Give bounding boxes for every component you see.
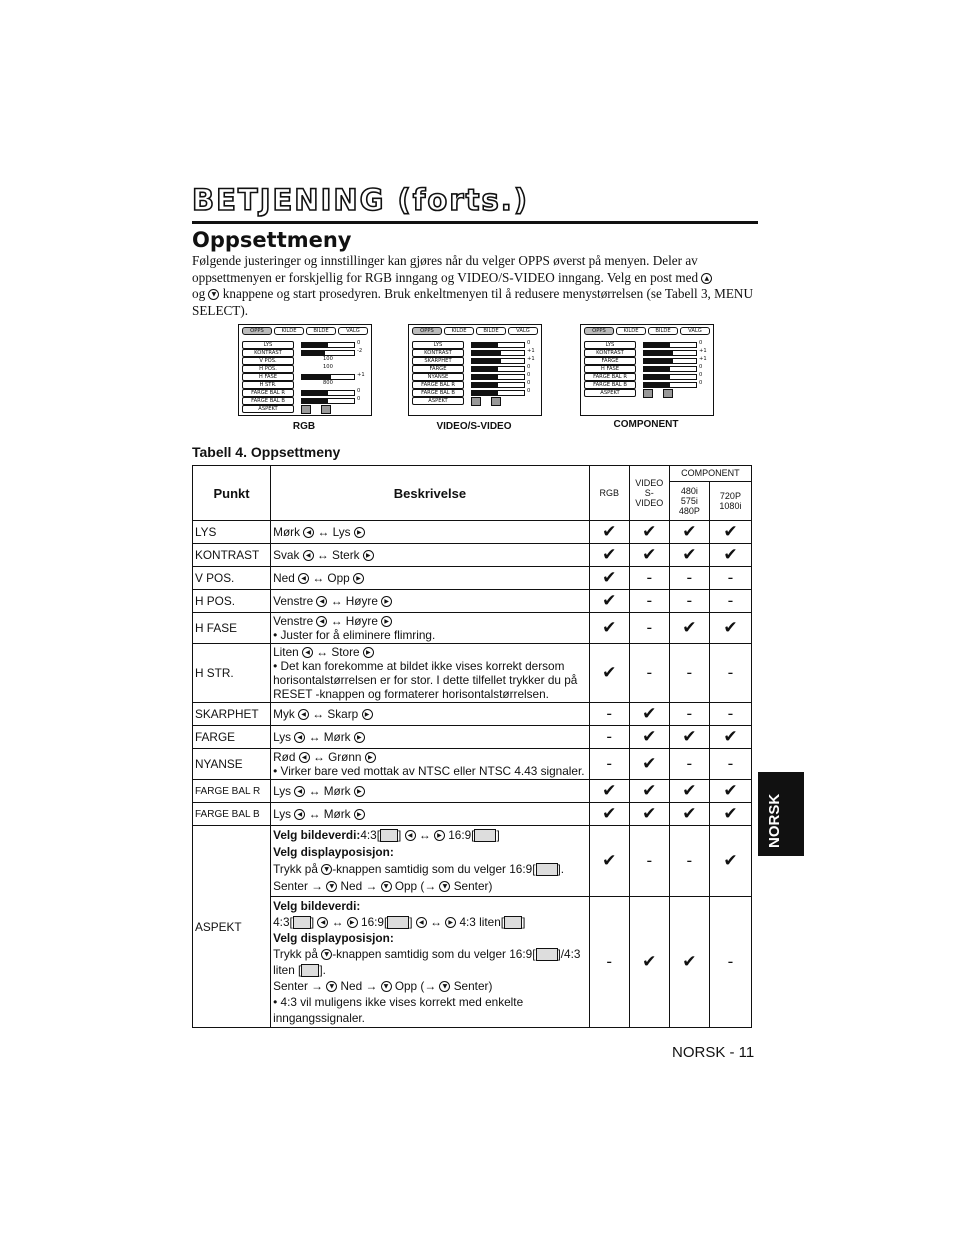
row-desc: Mørk ◀ ↔ Lys ▶	[271, 521, 590, 544]
osd-level-bar	[471, 374, 525, 380]
row-name: SKARPHET	[193, 703, 271, 726]
osd-level-bar	[471, 342, 525, 348]
osd-level-bar	[471, 350, 525, 356]
aspect-43-icon	[471, 397, 481, 406]
row-desc: Velg bildeverdi:4:3[ ] ◀ ↔ ▶ 16:9[ ] Velg displayposisjon: Trykk på ▼ -knappen samtidig som du velger 16:9[ ]. Senter → ▼ Ned → ▼ Opp (→ ▼ Senter)	[271, 826, 590, 897]
osd-item-label: FARGE BAL R	[242, 389, 294, 397]
osd-item-value: 0	[527, 388, 531, 394]
osd-item-label: LYS	[584, 341, 636, 349]
osd-level-bar	[301, 398, 355, 404]
row-name: V POS.	[193, 567, 271, 590]
row-name: H FASE	[193, 613, 271, 644]
osd-item-value: +1	[527, 356, 535, 362]
row-desc: Venstre ◀ ↔ Høyre ▶	[271, 590, 590, 613]
osd-tab: BILDE	[306, 327, 336, 335]
row-name: ASPEKT	[193, 826, 271, 1028]
row-desc: Myk ◀ ↔ Skarp ▶	[271, 703, 590, 726]
aspect-169-icon	[663, 389, 673, 398]
row-name: LYS	[193, 521, 271, 544]
row-desc: Svak ◀ ↔ Sterk ▶	[271, 544, 590, 567]
settings-table	[192, 465, 752, 1028]
osd-level-bar	[643, 358, 697, 364]
row-desc: Lys ◀ ↔ Mørk ▶	[271, 726, 590, 749]
header-punkt: Punkt	[193, 466, 271, 521]
osd-item-value: +1	[357, 372, 365, 378]
osd-item-value: 0	[699, 364, 703, 370]
row-desc: Venstre ◀ ↔ Høyre ▶ • Juster for å eliminere flimring.	[271, 613, 590, 644]
row-name: FARGE BAL R	[193, 780, 271, 803]
row-name: H POS.	[193, 590, 271, 613]
osd-item-label: SKARPHET	[412, 357, 464, 365]
osd-level-bar	[471, 366, 525, 372]
table-row: H FASE Venstre ◀ ↔ Høyre ▶ • Juster for å eliminere flimring. ✔ - ✔ ✔	[193, 613, 752, 644]
osd-item-label: FARGE BAL B	[584, 381, 636, 389]
osd-item-value: +1	[699, 356, 707, 362]
table-row: FARGE BAL R Lys ◀ ↔ Mørk ▶ ✔ ✔ ✔ ✔	[193, 780, 752, 803]
osd-level-bar	[643, 374, 697, 380]
osd-item-label: H STR.	[242, 381, 294, 389]
header-video: VIDEO S-VIDEO	[629, 466, 669, 521]
osd-level-bar	[643, 382, 697, 388]
osd-item-label: FARGE BAL R	[412, 381, 464, 389]
osd-video-screen	[408, 324, 542, 416]
header-rgb: RGB	[589, 466, 629, 521]
osd-item-label: NYANSE	[412, 373, 464, 381]
osd-level-bar	[471, 390, 525, 396]
row-desc: Lys ◀ ↔ Mørk ▶	[271, 803, 590, 826]
osd-item-label: ASPEKT	[412, 397, 464, 405]
row-desc: Lys ◀ ↔ Mørk ▶	[271, 780, 590, 803]
osd-component-caption: COMPONENT	[613, 419, 679, 430]
osd-tab: VALG	[680, 327, 710, 335]
table-title: Tabell 4. Oppsettmeny	[192, 444, 341, 460]
aspect-43-icon	[643, 389, 653, 398]
osd-tab: OPPS	[412, 327, 442, 335]
osd-item-value: 0	[357, 388, 361, 394]
row-desc: Liten ◀ ↔ Store ▶ • Det kan forekomme at bildet ikke vises korrekt dersom horisontalstørrelsen er for stor. I dette tilfellet trykker du på RESET -knappen og formaterer horisontalstørrelsen.	[271, 644, 590, 703]
osd-item-value: 0	[357, 340, 361, 346]
osd-component-screen	[580, 324, 714, 416]
osd-level-bar	[301, 342, 355, 348]
osd-level-bar	[643, 350, 697, 356]
osd-item-label: ASPEKT	[584, 389, 636, 397]
table-row: FARGE BAL B Lys ◀ ↔ Mørk ▶ ✔ ✔ ✔ ✔	[193, 803, 752, 826]
table-row: NYANSE Rød ◀ ↔ Grønn ▶ • Virker bare ved mottak av NTSC eller NTSC 4.43 signaler. - ✔ - -	[193, 749, 752, 780]
osd-item-label: H FASE	[242, 373, 294, 381]
intro-paragraph: Følgende justeringer og innstillinger kan gjøres når du velger OPPS øverst på menyen. Deler av oppsettmenyen er forskjellig for RGB inngang og VIDEO/S-VIDEO inngang. Velg en post med ▲ og ▼ knappene og start prosedyren. Bruk enkeltmenyen til å redusere menystørrelsen (se Tabell 3, MENU SELECT).	[192, 253, 753, 318]
osd-item-value: 0	[527, 340, 531, 346]
page-heading: Oppsettmeny	[192, 228, 352, 252]
osd-item-label: KONTRAST	[584, 349, 636, 357]
table-row: ASPEKT Velg bildeverdi:4:3[ ] ◀ ↔ ▶ 16:9[ ] Velg displayposisjon: Trykk på ▼ -knappen samtidig som du velger 16:9[ ]. Senter → ▼ Ned → ▼ Opp (→ ▼ Senter) ✔ - - ✔	[193, 826, 752, 897]
osd-item-value: -2	[357, 348, 363, 354]
up-button-icon: ▲	[701, 273, 712, 284]
down-button-icon: ▼	[208, 289, 219, 300]
row-name: H STR.	[193, 644, 271, 703]
osd-level-bar	[301, 390, 355, 396]
row-name: KONTRAST	[193, 544, 271, 567]
table-row: FARGE Lys ◀ ↔ Mørk ▶ - ✔ ✔ ✔	[193, 726, 752, 749]
osd-level-bar	[643, 342, 697, 348]
osd-level-bar	[471, 358, 525, 364]
osd-item-label: H FASE	[584, 365, 636, 373]
osd-tab: OPPS	[584, 327, 614, 335]
osd-item-label: ASPEKT	[242, 405, 294, 413]
osd-item-label: KONTRAST	[412, 349, 464, 357]
osd-tab: VALG	[338, 327, 368, 335]
osd-item-label: LYS	[412, 341, 464, 349]
row-name: NYANSE	[193, 749, 271, 780]
osd-item-value: 0	[527, 372, 531, 378]
osd-item-label: FARGE BAL B	[242, 397, 294, 405]
table-row: V POS. Ned ◀ ↔ Opp ▶ ✔ - - -	[193, 567, 752, 590]
table-row: SKARPHET Myk ◀ ↔ Skarp ▶ - ✔ - -	[193, 703, 752, 726]
aspect-169-icon	[491, 397, 501, 406]
osd-item-value: 100	[323, 356, 333, 362]
osd-item-value: 0	[357, 396, 361, 402]
osd-tab: BILDE	[648, 327, 678, 335]
row-desc: Rød ◀ ↔ Grønn ▶ • Virker bare ved mottak av NTSC eller NTSC 4.43 signaler.	[271, 749, 590, 780]
row-desc: Velg bildeverdi: 4:3[ ] ◀ ↔ ▶ 16:9[ ] ◀ ↔ ▶ 4:3 liten[ ] Velg displayposisjon: Trykk på ▼ -knappen samtidig som du velger 16:9[ ]/4:3 liten [ ]. Senter → ▼ Ned → ▼ Opp (→ ▼ Senter) • 4:3 vil muligens ikke vises korrekt med enkelte inngangssignaler.	[271, 897, 590, 1028]
osd-item-value: 0	[527, 364, 531, 370]
header-component: COMPONENT	[669, 466, 751, 482]
osd-item-value: +1	[699, 348, 707, 354]
osd-item-value: 0	[699, 340, 703, 346]
osd-level-bar	[643, 366, 697, 372]
osd-tab: KILDE	[616, 327, 646, 335]
section-title: BETJENING (forts.)	[192, 183, 758, 224]
osd-item-value: 0	[527, 380, 531, 386]
osd-tab: KILDE	[444, 327, 474, 335]
header-component-480: 480i 575i 480P	[669, 481, 709, 520]
table-row: H POS. Venstre ◀ ↔ Høyre ▶ ✔ - - -	[193, 590, 752, 613]
osd-item-value: 0	[699, 380, 703, 386]
aspect-43-icon	[301, 405, 311, 414]
osd-item-label: FARGE	[412, 365, 464, 373]
table-row: KONTRAST Svak ◀ ↔ Sterk ▶ ✔ ✔ ✔ ✔	[193, 544, 752, 567]
osd-tab: KILDE	[274, 327, 304, 335]
row-name: FARGE BAL B	[193, 803, 271, 826]
osd-item-value: 100	[323, 364, 333, 370]
osd-item-label: H POS.	[242, 365, 294, 373]
osd-tab: OPPS	[242, 327, 272, 335]
osd-tab: VALG	[508, 327, 538, 335]
osd-item-label: FARGE BAL B	[412, 389, 464, 397]
osd-item-label: KONTRAST	[242, 349, 294, 357]
osd-item-label: LYS	[242, 341, 294, 349]
row-name: FARGE	[193, 726, 271, 749]
osd-item-label: FARGE	[584, 357, 636, 365]
row-desc: Ned ◀ ↔ Opp ▶	[271, 567, 590, 590]
osd-item-label: FARGE BAL R	[584, 373, 636, 381]
table-row: Velg bildeverdi: 4:3[ ] ◀ ↔ ▶ 16:9[ ] ◀ ↔ ▶ 4:3 liten[ ] Velg displayposisjon: Trykk på ▼ -knappen samtidig som du velger 16:9[ ]/4:3 liten [ ]. Senter → ▼ Ned → ▼ Opp (→ ▼ Senter) • 4:3 vil muligens ikke vises korrekt med enkelte inngangssignaler. - ✔ ✔ -	[193, 897, 752, 1028]
table-header-row	[193, 466, 752, 482]
osd-item-value: +1	[527, 348, 535, 354]
osd-rgb-screen	[238, 324, 372, 416]
osd-rgb-caption: RGB	[292, 421, 316, 432]
osd-item-label: V POS.	[242, 357, 294, 365]
language-side-tab: NORSK	[758, 772, 804, 856]
osd-item-value: 0	[699, 372, 703, 378]
osd-item-value: 800	[323, 380, 333, 386]
header-beskrivelse: Beskrivelse	[271, 466, 590, 521]
osd-level-bar	[471, 382, 525, 388]
osd-video-caption: VIDEO/S-VIDEO	[436, 421, 512, 432]
header-component-720: 720P 1080i	[709, 481, 751, 520]
page-footer: NORSK - 11	[672, 1044, 755, 1061]
table-row: H STR. Liten ◀ ↔ Store ▶ • Det kan forekomme at bildet ikke vises korrekt dersom horisontalstørrelsen er for stor. I dette tilfellet trykker du på RESET -knappen og formaterer horisontalstørrelsen. ✔ - - -	[193, 644, 752, 703]
aspect-169-icon	[321, 405, 331, 414]
table-row: LYS Mørk ◀ ↔ Lys ▶ ✔ ✔ ✔ ✔	[193, 521, 752, 544]
osd-tab: BILDE	[476, 327, 506, 335]
